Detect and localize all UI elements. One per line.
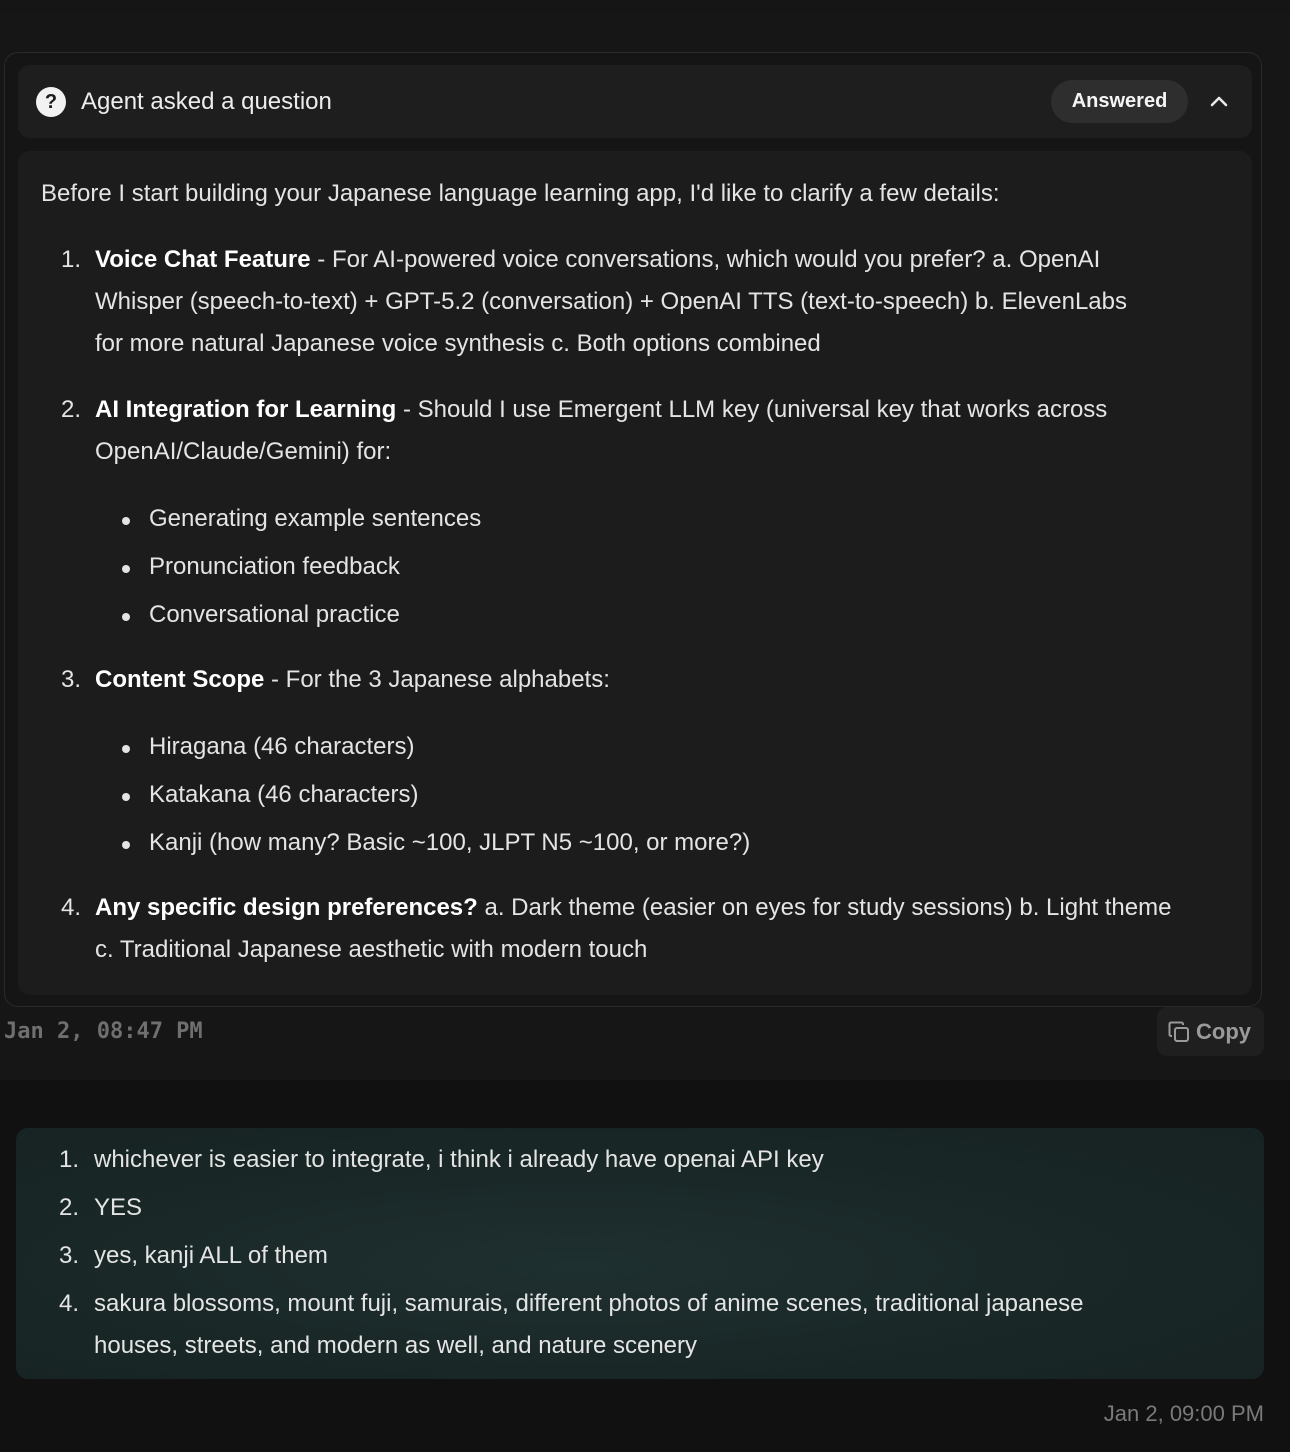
answered-status-badge: Answered (1051, 80, 1188, 123)
list-item-number: 4. (61, 894, 82, 921)
list-item-line (95, 239, 1100, 281)
list-item-number: 3. (61, 666, 82, 693)
list-item-text: - For AI-powered voice conversations, which would you prefer? a. OpenAI (310, 246, 1101, 273)
collapse-button[interactable] (1203, 85, 1235, 117)
list-item-heading: Voice Chat Feature (95, 246, 311, 273)
list-item-number: 1. (61, 246, 82, 273)
bullet-item: Conversational practice (149, 601, 400, 628)
list-item-text: - Should I use Emergent LLM key (universal key that works across (396, 396, 1108, 423)
list-item-line: yes, kanji ALL of them (94, 1242, 328, 1269)
copy-button[interactable] (1157, 1007, 1264, 1056)
question-card-header[interactable] (18, 65, 1252, 138)
bullet-dot (122, 565, 130, 573)
bullet-item: Pronunciation feedback (149, 553, 400, 580)
chevron-up-icon (1203, 85, 1235, 117)
question-card-body (18, 151, 1252, 995)
top-divider (0, 0, 1290, 12)
question-intro: Before I start building your Japanese language learning app, I'd like to clarify a few details: (41, 180, 1000, 207)
agent-message-section (0, 12, 1290, 1080)
list-item-line (95, 659, 610, 701)
list-item-heading: AI Integration for Learning (95, 396, 397, 423)
list-item-line: whichever is easier to integrate, i think i already have openai API key (94, 1146, 824, 1173)
bullet-item: Hiragana (46 characters) (149, 733, 415, 760)
list-item-number: 1. (59, 1146, 80, 1173)
list-item-text: a. Dark theme (easier on eyes for study sessions) b. Light theme (477, 894, 1172, 921)
list-item-line: for more natural Japanese voice synthesis c. Both options combined (95, 330, 821, 357)
bullet-dot (122, 793, 130, 801)
list-item-line: Whisper (speech-to-text) + GPT-5.2 (conversation) + OpenAI TTS (text-to-speech) b. ElevenLabs (95, 288, 1127, 315)
agent-message-timestamp: Jan 2, 08:47 PM (4, 1019, 203, 1044)
list-item-line (95, 389, 1107, 431)
list-item-number: 2. (61, 396, 82, 423)
list-item-line: YES (94, 1194, 143, 1221)
agent-question-card (4, 52, 1262, 1007)
list-item-line: houses, streets, and modern as well, and nature scenery (94, 1332, 697, 1359)
list-item-text: - For the 3 Japanese alphabets: (264, 666, 610, 693)
list-item-heading: Content Scope (95, 666, 265, 693)
copy-icon (1167, 1020, 1191, 1044)
list-item-line (95, 887, 1171, 929)
question-card-title: Agent asked a question (81, 88, 332, 115)
list-item-number: 2. (59, 1194, 80, 1221)
list-item-line: c. Traditional Japanese aesthetic with modern touch (95, 936, 648, 963)
bullet-item: Kanji (how many? Basic ~100, JLPT N5 ~100, or more?) (149, 829, 751, 856)
list-item-number: 4. (59, 1290, 80, 1317)
list-item-number: 3. (59, 1242, 80, 1269)
bullet-dot (122, 517, 130, 525)
list-item-heading: Any specific design preferences? (95, 894, 478, 921)
bullet-item: Katakana (46 characters) (149, 781, 419, 808)
list-item-line: sakura blossoms, mount fuji, samurais, different photos of anime scenes, traditional japanese (94, 1290, 1084, 1317)
bullet-dot (122, 841, 130, 849)
bullet-dot (122, 613, 130, 621)
bullet-dot (122, 745, 130, 753)
user-reply-bubble (16, 1128, 1264, 1379)
copy-button-label: Copy (1196, 1019, 1251, 1044)
question-icon: ? (36, 87, 66, 117)
user-message-timestamp: Jan 2, 09:00 PM (1103, 1401, 1264, 1426)
list-item-line: OpenAI/Claude/Gemini) for: (95, 438, 392, 465)
bullet-item: Generating example sentences (149, 505, 482, 532)
